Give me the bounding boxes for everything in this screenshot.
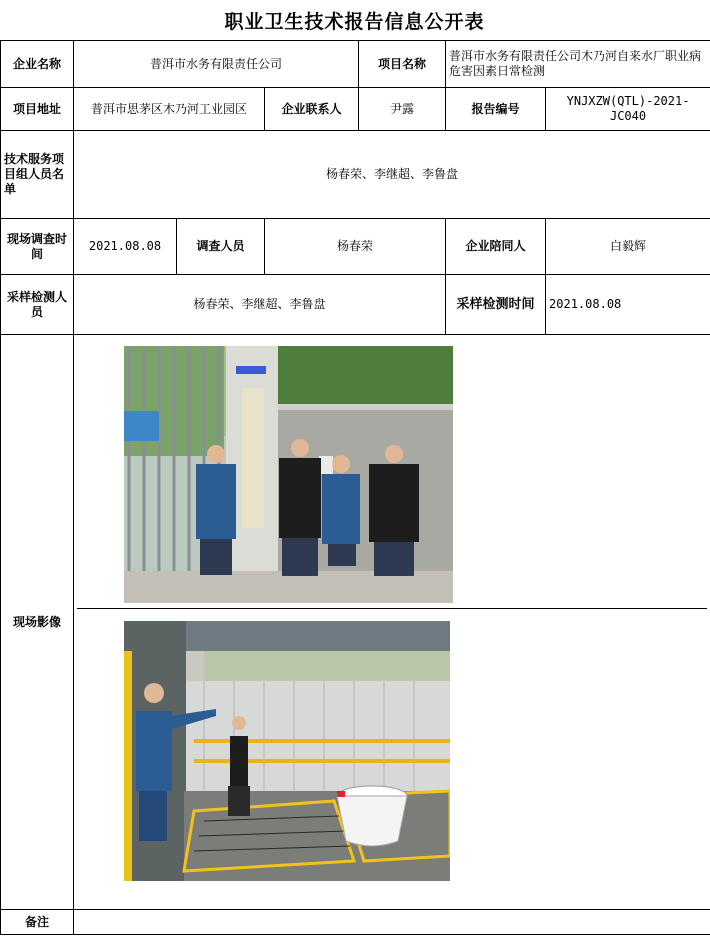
form-title: 职业卫生技术报告信息公开表: [224, 10, 485, 33]
project-label: 项目名称: [359, 41, 446, 88]
escort-label: 企业陪同人: [446, 219, 546, 275]
address-label: 项目地址: [1, 88, 74, 131]
team-label: 技术服务项目组人员名单: [1, 131, 74, 219]
sampler-value: 杨春荣、李继超、李鲁盘: [74, 275, 446, 335]
sampler-label: 采样检测人员: [1, 275, 74, 335]
contact-value: 尹露: [359, 88, 446, 131]
row-photos: [1, 335, 710, 910]
remarks-value: [74, 910, 710, 935]
survey-time-value: 2021.08.08: [74, 219, 177, 275]
report-no-label: 报告编号: [446, 88, 546, 131]
remarks-label: 备注: [1, 910, 74, 935]
project-value: 普洱市水务有限责任公司木乃河自来水厂职业病危害因素日常检测: [446, 41, 710, 88]
site-photo-sampling: [124, 621, 450, 881]
photo-cell: [74, 335, 710, 910]
row-team: [1, 131, 710, 219]
row-sampling: [1, 275, 710, 335]
address-value: 普洱市思茅区木乃河工业园区: [74, 88, 265, 131]
row-company: [1, 41, 710, 88]
sample-time-label: 采样检测时间: [446, 275, 546, 335]
report-no-value: YNJXZW(QTL)-2021-JC040: [546, 88, 710, 131]
photo-frame-2: [77, 608, 707, 909]
company-value: 普洱市水务有限责任公司: [74, 41, 359, 88]
escort-value: 白毅辉: [546, 219, 710, 275]
site-photo-entrance: [124, 346, 453, 603]
row-address: [1, 88, 710, 131]
row-remarks: [1, 910, 710, 935]
info-table: [0, 40, 710, 935]
company-label: 企业名称: [1, 41, 74, 88]
surveyor-value: 杨春荣: [265, 219, 446, 275]
photo-frame-1: [77, 336, 707, 608]
row-survey: [1, 219, 710, 275]
team-value: 杨春荣、李继超、李鲁盘: [74, 131, 710, 219]
survey-time-label: 现场调查时间: [1, 219, 74, 275]
surveyor-label: 调查人员: [177, 219, 265, 275]
photo-label: 现场影像: [1, 335, 74, 910]
sample-time-value: 2021.08.08: [546, 275, 710, 335]
contact-label: 企业联系人: [265, 88, 359, 131]
